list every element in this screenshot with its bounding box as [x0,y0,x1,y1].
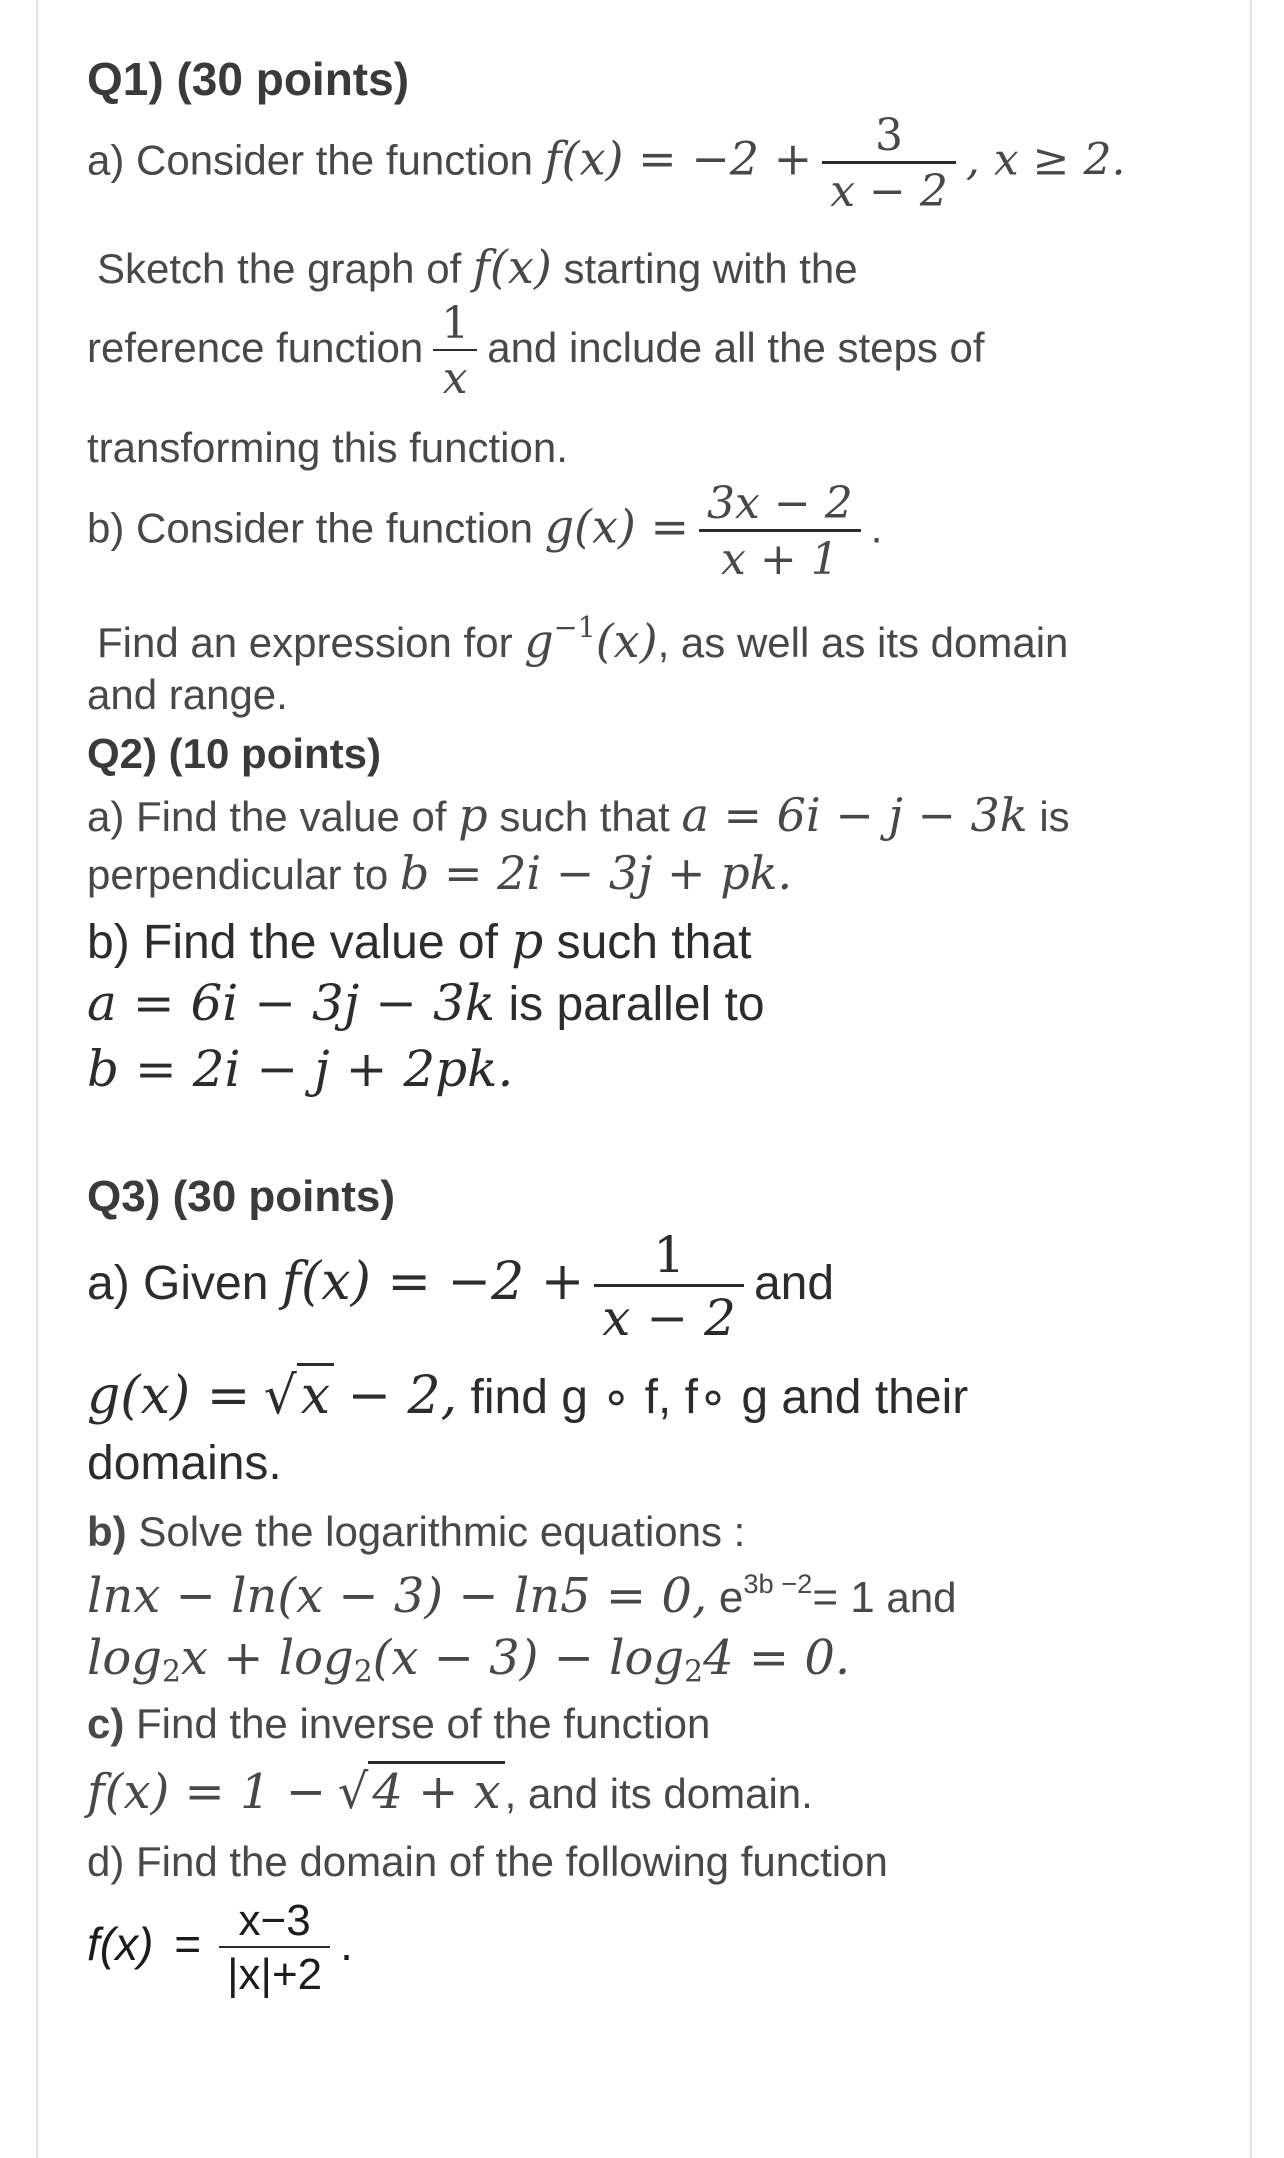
q2b-mid: such that [556,916,752,969]
q3d-f-lhs: f(x) [87,1918,154,1971]
q3d-frac-num: x−3 [238,1896,311,1945]
q3a-g-rest: − 2, [347,1366,458,1426]
q1b-period: . [870,504,883,552]
q3a-line2 [87,1366,968,1426]
q1b-ginv [524,611,658,668]
q3d-frac-den: |x|+2 [219,1946,330,2000]
q1a-line2 [97,240,858,294]
q1a-ref-num: 1 [441,298,470,349]
q1a-line2-text: Sketch the graph of [97,245,462,292]
q3a-frac-den: x − 2 [594,1284,744,1347]
q3b-eq3-sub1: 2 [161,1654,181,1690]
q1b-fraction [699,478,861,585]
q3a-g-sqrt [264,1366,334,1426]
q3d-period: . [340,1918,353,1971]
q3c-text: Find the inverse of the function [136,1700,711,1747]
q3b-label: b) [87,1508,127,1555]
q3b-eq3-sub2: 2 [353,1654,373,1690]
q2b-vec-a: a = 6i − 3j − 3k [87,974,496,1032]
q1b-line2 [97,611,1069,668]
q3c-radicand: 4 + x [368,1761,504,1820]
q3c-f-lhs: f(x) = 1 − [87,1764,327,1820]
q3b-eq3-sub3: 2 [684,1654,704,1690]
q2b-prefix: b) Find the value of [87,916,498,969]
q1a-f-lhs: f(x) = −2 + [544,131,813,186]
q2b-vec-b: b = 2i − j + 2pk. [87,1040,514,1098]
q3b-line2 [87,1568,957,1624]
q1a-line2-f: f(x) [472,240,552,294]
q3c-line1 [87,1700,710,1748]
q1a-line1 [87,110,1125,217]
q3b-line3 [87,1630,851,1690]
q1b-line1 [87,478,882,585]
q1b-ginv-base: g [524,614,554,668]
q3a-line1 [87,1226,834,1347]
q3c-sqrt [338,1764,505,1820]
q3c-line2 [87,1764,813,1820]
q3a-line2-suffix: find g ∘ f, f∘ g and their [470,1371,969,1424]
q1b-line3: and range. [87,671,288,718]
q1a-line4: transforming this function. [87,424,568,471]
q2a-line2 [87,846,792,900]
q3a-frac-num: 1 [653,1226,686,1284]
q2a-line2-prefix: perpendicular to [87,851,389,898]
q3b-eq3-c: (x − 3) − log [372,1630,685,1686]
q1a-ref-den: x [433,349,477,404]
q3b-text: Solve the logarithmic equations : [138,1508,746,1555]
q2a-vec-a: a = 6i − j − 3k [681,788,1028,842]
q3a-f-lhs: f(x) = −2 + [281,1252,585,1313]
q3a-g-lhs: g(x) = [87,1366,251,1426]
q1a-line3-prefix: reference function [87,324,424,372]
q3a-fraction [594,1226,744,1347]
q2a-is: is [1039,793,1070,840]
q1b-line2-prefix: Find an expression for [97,619,513,666]
q3b-eq3-a: log [87,1630,162,1686]
q1b-ginv-exp: −1 [553,611,596,645]
q3a-and: and [753,1257,835,1311]
q2a-p: p [458,788,488,842]
q2a-line1 [87,788,1070,842]
q3b-eq2-exp: 3b −2 [743,1567,813,1599]
q3d-eq: = [174,1918,202,1971]
q3b-eq2 [718,1567,875,1622]
sqrt-icon: √ [337,1764,369,1820]
q3d-fraction [219,1896,330,2000]
q3a-line3: domains. [87,1437,282,1490]
q1b-frac-num: 3x − 2 [707,478,853,529]
q2b-parallel: is parallel to [508,978,765,1031]
q3d-line2 [87,1896,353,2000]
q3-header: Q3) (30 points) [87,1172,396,1221]
q3a-g-radicand: x [297,1363,334,1426]
q1b-g-lhs: g(x) = [544,499,690,554]
q3b-eq2-rest: = 1 [812,1573,875,1622]
q3b-eq2-base: e [718,1573,744,1622]
q1a-prefix: a) Consider the function [87,136,533,184]
q2a-prefix: a) Find the value of [87,793,447,840]
q1b-prefix: b) Consider the function [87,504,533,552]
q3b-line1 [87,1508,745,1556]
q3b-eq3-b: x + log [180,1630,354,1686]
q1a-fraction [822,110,956,217]
q3b-eq3 [87,1630,851,1690]
q3b-eq3-d: 4 = 0. [703,1630,851,1686]
q2a-mid: such that [499,793,670,840]
q1a-frac-den: x − 2 [822,161,956,217]
q2a-vec-b: b = 2i − 3j + pk. [399,846,793,900]
q2b-p: p [511,912,544,970]
q3b-and: and [886,1574,957,1621]
q3a-prefix: a) Given [87,1257,269,1311]
q2b-line3 [87,1040,513,1098]
q3c-label: c) [87,1700,125,1747]
q3c-suffix: , and its domain. [504,1770,813,1817]
q3b-eq1: lnx − ln(x − 3) − ln5 = 0, [87,1568,708,1624]
q1a-frac-num: 3 [875,110,904,161]
q1b-frac-den: x + 1 [699,529,861,585]
q1b-ginv-arg: (x) [595,614,658,668]
q2b-line1 [87,912,751,970]
sqrt-icon: √ [263,1366,297,1426]
q3d-line1: d) Find the domain of the following function [87,1838,888,1885]
q1a-condition: , x ≥ 2. [965,134,1126,186]
q1b-line2-suffix: , as well as its domain [657,619,1069,666]
q1a-ref-fraction [433,298,477,404]
q2-header: Q2) (10 points) [87,730,382,777]
q2b-line2 [87,974,765,1032]
q1a-line3 [87,298,985,404]
q1a-line3-suffix: and include all the steps of [487,324,985,372]
q1a-line2-suffix: starting with the [563,245,858,292]
q1-header: Q1) (30 points) [87,53,410,105]
